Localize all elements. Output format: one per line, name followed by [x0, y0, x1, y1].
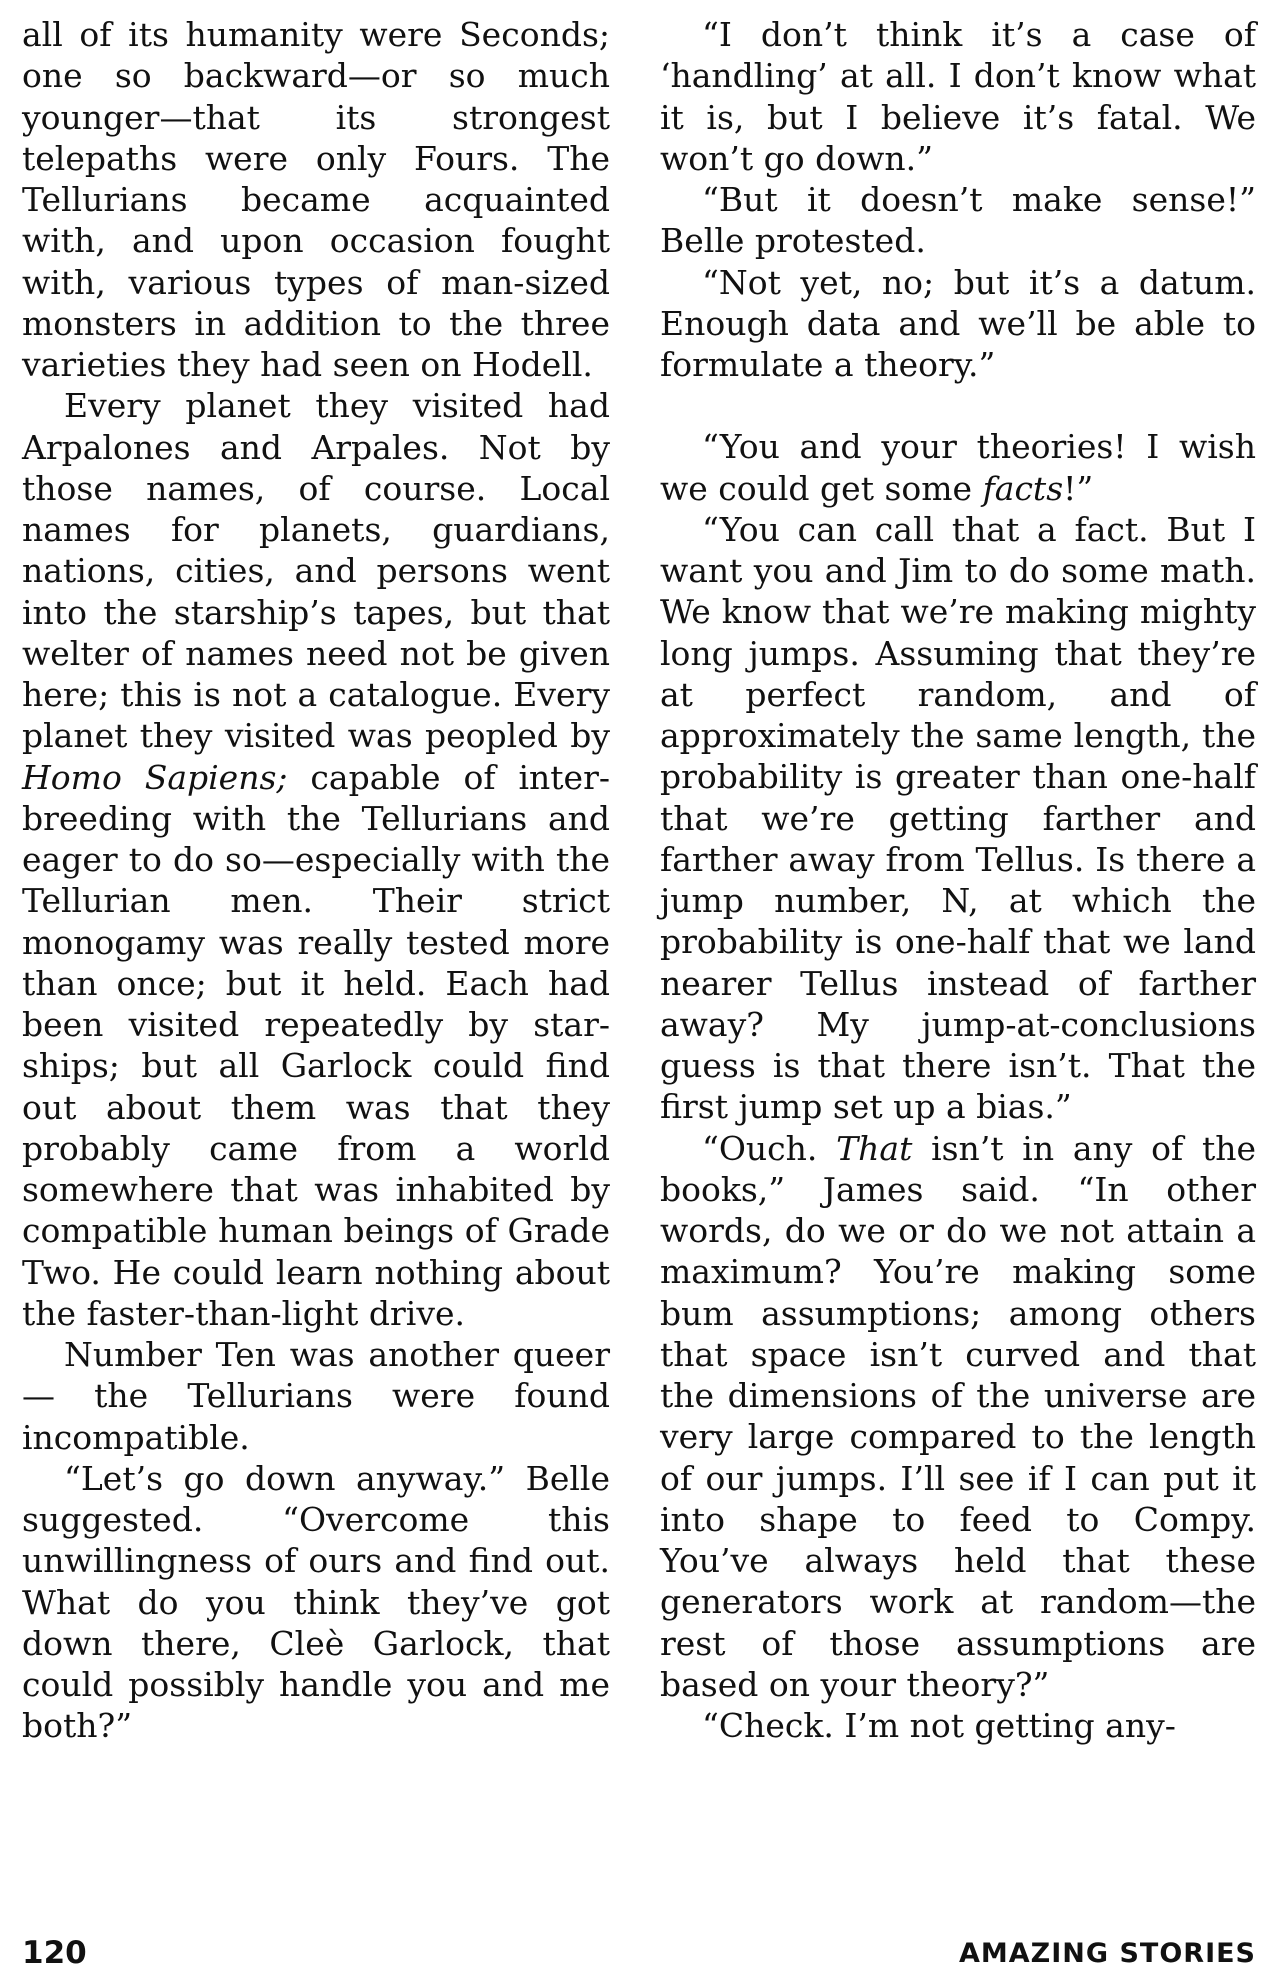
italic-text: facts	[982, 468, 1064, 508]
text-run: isn’t in any of the books,” James said. “In other words, do we or do we not attain a maximum? You’re making some bum assumptions; among others that space isn’t curved and that the dimensions of the universe are very large compared to the length of our jumps. I’ll see if I can put it into shape to feed to Compy. You’ve always held that these generators work at random—the rest of those assumptions are based on your theory?”	[660, 1128, 1256, 1704]
paragraph: “You can call that a fact. But I want you and Jim to do some math. We know that we’re making mighty long jumps. Assuming that they’re at perfect random, and of approximately the same length, the probability is greater than one-half that we’re getting farther and farther away from Tellus. Is there a jump number, N, at which the probability is one-half that we land nearer Tellus instead of farther away? My jump-at-conclusions guess is that there isn’t. That the first jump set up a bias.”	[660, 509, 1256, 1127]
paragraph	[660, 426, 1256, 509]
page-footer	[22, 1935, 1256, 1975]
left-column	[22, 14, 610, 1747]
paragraph: “Let’s go down anyway.” Belle suggested. “Overcome this unwillingness of ours and find out. What do you think they’ve got down there, Cleè Garlock, that could possibly handle you and me both?”	[22, 1458, 610, 1746]
right-column	[660, 14, 1256, 1746]
text-run: Every planet they visited had Arpalones and Arpales. Not by those names, of course. Local names for planets, guardians, nations, cities, and persons went into the starship’s tapes, but that welter of names need not be given here; this is not a catalogue. Every planet they visited was peopled by	[22, 386, 610, 756]
paragraph: Number Ten was another queer — the Tellurians were found incompatible.	[22, 1335, 610, 1457]
italic-text: That	[836, 1128, 913, 1168]
text-run: “You and your theories! I wish we could get some	[660, 427, 1256, 508]
text-run: !”	[1063, 468, 1094, 508]
running-title: AMAZING STORIES	[959, 1938, 1256, 1969]
paragraph: “I don’t think it’s a case of ‘handling’ at all. I don’t know what it is, but I believe it’s fatal. We won’t go down.”	[660, 15, 1256, 178]
italic-text: Homo Sapiens;	[22, 757, 288, 797]
paragraph	[22, 385, 610, 1334]
paragraph: all of its humanity were Seconds; one so backward—or so much younger—that its strongest telepaths were only Fours. The Tellurians became acquainted with, and upon occasion fought with, various types of man-sized monsters in addition to the three varieties they had seen on Hodell.	[22, 15, 610, 384]
paragraph: “Check. I’m not getting any-	[702, 1706, 1176, 1745]
page-number: 120	[22, 1935, 87, 1971]
text-run: capable of inter-breeding with the Tellurians and eager to do so—especially with the Tellurian men. Their strict monogamy was really tested more than once; but it held. Each had been visited repeatedly by star-ships; but all Garlock could find out about them was that they probably came from a world somewhere that was inhabited by compatible human beings of Grade Two. He could learn nothing about the faster-than-light drive.	[22, 757, 610, 1333]
paragraph	[660, 1128, 1256, 1706]
paragraph: “But it doesn’t make sense!” Belle protested.	[660, 180, 1256, 261]
paragraph: “Not yet, no; but it’s a datum. Enough data and we’ll be able to formulate a theory.”	[660, 262, 1256, 384]
text-run: “Ouch.	[702, 1128, 837, 1168]
